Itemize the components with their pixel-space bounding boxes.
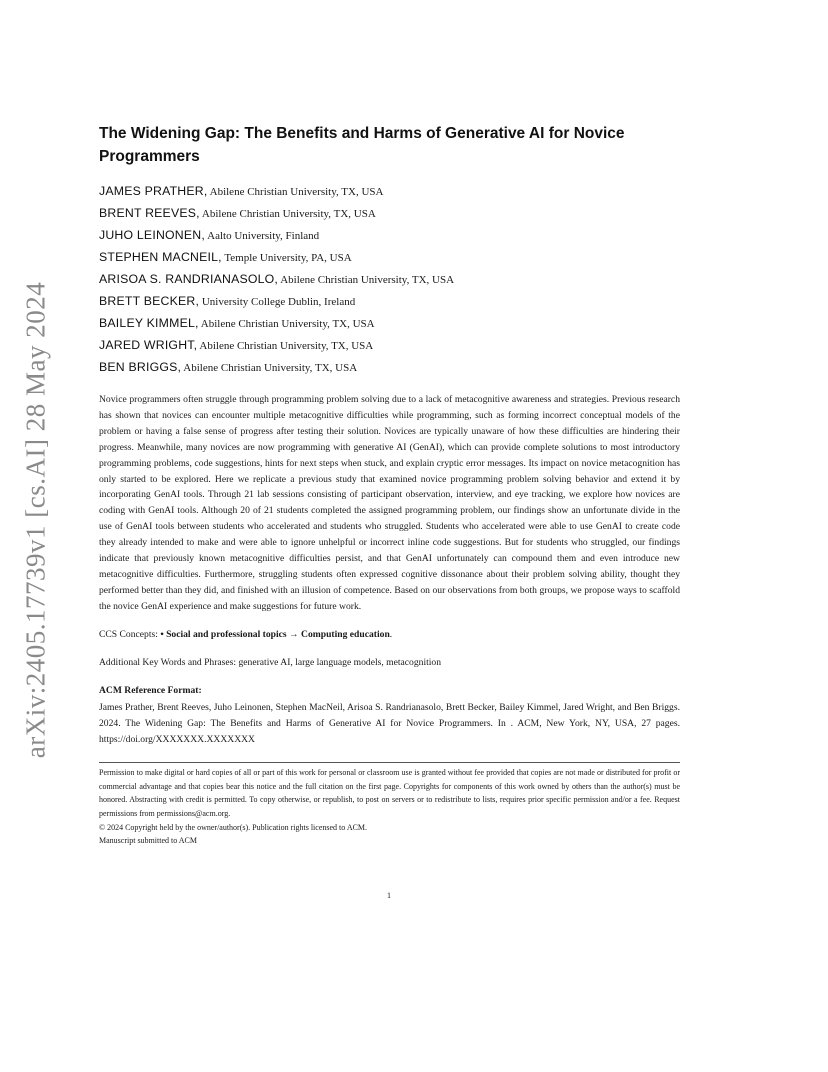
ccs-label: CCS Concepts:: [99, 628, 161, 640]
author-name: STEPHEN MACNEIL,: [99, 250, 222, 264]
author-entry: [99, 180, 680, 202]
footnote-divider: [99, 762, 680, 763]
author-affiliation: Abilene Christian University, TX, USA: [198, 318, 375, 330]
title-line-2: Programmers: [99, 148, 200, 165]
author-name: JARED WRIGHT,: [99, 338, 198, 352]
author-list: [99, 180, 680, 378]
author-affiliation: University College Dublin, Ireland: [199, 296, 356, 308]
paper-content: [99, 122, 680, 848]
author-entry: [99, 312, 680, 334]
author-affiliation: Abilene Christian University, TX, USA: [199, 208, 376, 220]
keywords: Additional Key Words and Phrases: generative AI, large language models, metacognition: [99, 656, 442, 668]
author-entry: [99, 202, 680, 224]
author-entry: [99, 290, 680, 312]
author-entry: [99, 356, 680, 378]
manuscript-note: Manuscript submitted to ACM: [99, 836, 197, 846]
author-name: JUHO LEINONEN,: [99, 228, 205, 242]
author-entry: [99, 268, 680, 290]
arxiv-stamp-text: arXiv:2405.17739v1 [cs.AI] 28 May 2024: [20, 281, 51, 759]
author-name: JAMES PRATHER,: [99, 184, 208, 198]
author-affiliation: Abilene Christian University, TX, USA: [278, 274, 455, 286]
acm-reference-heading: ACM Reference Format:: [99, 684, 202, 696]
author-affiliation: Abilene Christian University, TX, USA: [197, 340, 374, 352]
author-entry: [99, 334, 680, 356]
author-entry: [99, 246, 680, 268]
copyright-notice: © 2024 Copyright held by the owner/author(s). Publication rights licensed to ACM.: [99, 822, 368, 832]
ccs-concepts: [99, 627, 680, 643]
author-affiliation: Abilene Christian University, TX, USA: [207, 186, 384, 198]
acm-reference: James Prather, Brent Reeves, Juho Leinonen, Stephen MacNeil, Arisoa S. Randrianasolo, Brett Becker, Bailey Kimmel, Jared Wright, and Ben Briggs. 2024. The Widening Gap: The Benefits and Harms of Generative AI for Novice Programmers. In . ACM, New York, NY, USA, 27 pages. https://doi.org/XXXXXXX.XXXXXXX: [99, 702, 680, 746]
ccs-concepts-value: • Social and professional topics → Computing education: [160, 628, 390, 640]
permission-notice: Permission to make digital or hard copies of all or part of this work for personal or classroom use is granted without fee provided that copies are not made or distributed for profit or commercial advantage and that copies bear this notice and the full citation on the first page. Copyrights for components of this work owned by others than the author(s) must be honored. Abstracting with credit is permitted. To copy otherwise, or republish, to post on servers or to redistribute to lists, requires prior specific permission and/or a fee. Request permissions from permissions@acm.org.: [99, 768, 680, 818]
page-number: 1: [387, 891, 391, 900]
author-name: BRETT BECKER,: [99, 294, 200, 308]
author-affiliation: Temple University, PA, USA: [221, 252, 352, 264]
paper-title: [99, 122, 680, 168]
ccs-end: .: [389, 628, 393, 640]
author-name: BEN BRIGGS,: [99, 360, 182, 374]
author-name: ARISOA S. RANDRIANASOLO,: [99, 272, 279, 286]
author-entry: [99, 224, 680, 246]
abstract: Novice programmers often struggle through programming problem solving due to a lack of metacognitive awareness and strategies. Previous research has shown that novices can encounter multiple metacognitive difficulties while programming, such as forming incorrect conceptual models of the problem or having a false sense of progress after testing their solution. Novices are typically unaware of how these difficulties are hindering their progress. Meanwhile, many novices are now programming with generative AI (GenAI), which can provide complete solutions to most introductory programming problems, code suggestions, hints for next steps when stuck, and explain cryptic error messages. Its impact on novice metacognition has only started to be explored. Here we replicate a previous study that examined novice programming problem solving behavior and extend it by incorporating GenAI tools. Through 21 lab sessions consisting of participant observation, interview, and eye tracking, we explore how novices are coding with GenAI tools. Although 20 of 21 students completed the assigned programming problem, our findings show an unfortunate divide in the use of GenAI tools between students who accelerated and students who struggled. Students who accelerated were able to use GenAI to create code they already intended to make and were able to ignore unhelpful or incorrect inline code suggestions. But for students who struggled, our findings indicate that previously known metacognitive difficulties persist, and that GenAI unfortunately can compound them and even introduce new metacognitive difficulties. Furthermore, struggling students often expressed cognitive dissonance about their problem solving ability, thought they performed better than they did, and finished with an illusion of competence. Based on our observations from both groups, we propose ways to scaffold the novice GenAI experience and make suggestions for future work.: [99, 394, 680, 612]
author-affiliation: Aalto University, Finland: [204, 230, 320, 242]
author-name: BRENT REEVES,: [99, 206, 200, 220]
author-name: BAILEY KIMMEL,: [99, 316, 199, 330]
title-line-1: The Widening Gap: The Benefits and Harms of Generative AI for Novice: [99, 125, 625, 142]
author-affiliation: Abilene Christian University, TX, USA: [181, 362, 358, 374]
